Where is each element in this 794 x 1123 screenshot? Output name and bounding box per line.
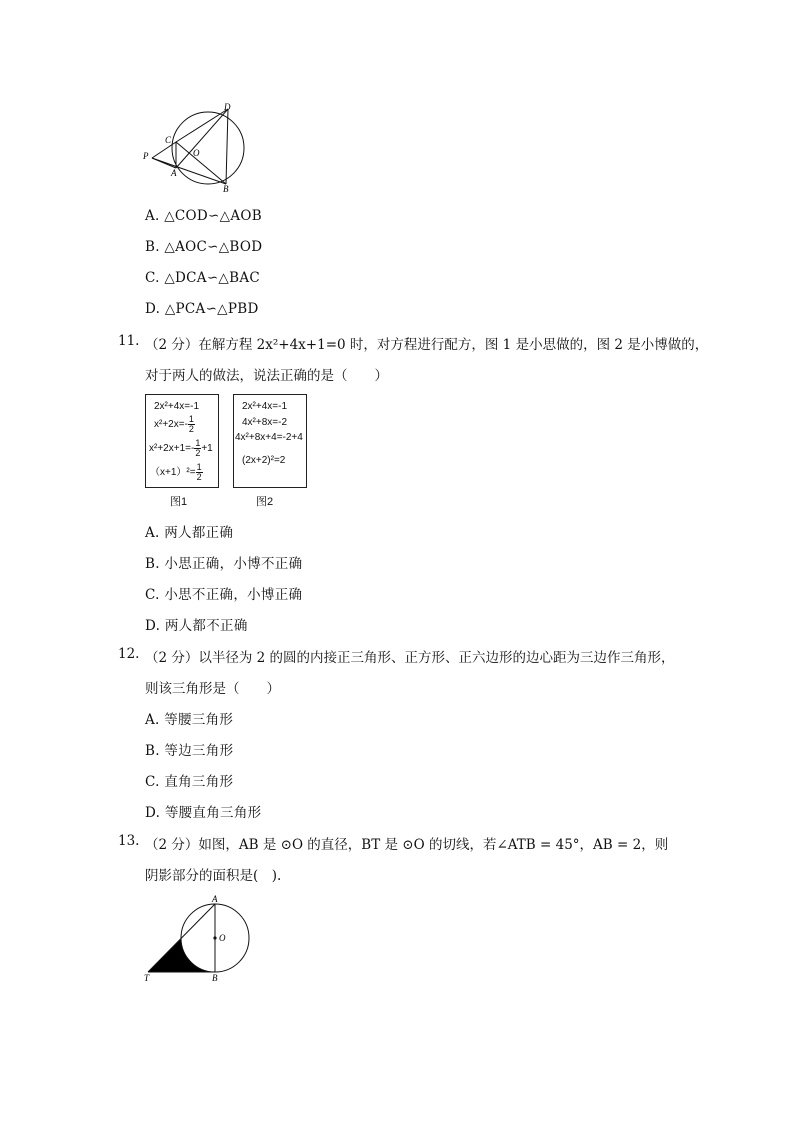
fraction-half: $\frac{1}{2}$ — [196, 462, 202, 482]
segment-pb — [152, 158, 226, 184]
label-a: A — [212, 894, 218, 904]
q13-number: 13. — [118, 833, 140, 849]
q12-number: 12. — [118, 646, 140, 662]
fig2-line-3: 4x²+8x+4=-2+4 — [235, 432, 303, 443]
fig1-line-2-text: x²+2x=- — [154, 419, 188, 431]
q10-option-d[interactable]: D. △PCA∽△PBD — [145, 301, 259, 317]
q11-figure-2-caption: 图2 — [256, 496, 274, 508]
q13-text-line1: （2 分）如图，AB 是 ⊙O 的直径，BT 是 ⊙O 的切线，若∠ATB = 45°，AB = 2，则 — [145, 837, 669, 853]
q12-option-b[interactable]: B. 等边三角形 — [145, 743, 234, 759]
q12-option-d[interactable]: D. 等腰直角三角形 — [145, 805, 262, 821]
label-b: B — [212, 973, 218, 983]
q12-text-line1: （2 分）以半径为 2 的圆的内接正三角形、正方形、正六边形的边心距为三边作三角形， — [145, 650, 675, 666]
label-o: O — [219, 933, 226, 943]
q13-tangent-figure — [140, 892, 255, 984]
q13-text-line2: 阴影部分的面积是( ). — [145, 868, 282, 884]
q11-option-d[interactable]: D. 两人都不正确 — [145, 618, 248, 634]
segment-cb — [176, 142, 226, 184]
q10-option-b[interactable]: B. △AOC∽△BOD — [145, 239, 263, 255]
fig1-line-4-text: （x+1）²= — [150, 467, 196, 479]
fig1-line-4 — [150, 463, 203, 482]
label-d: D — [224, 102, 231, 112]
fig2-line-4: (2x+2)²=2 — [242, 455, 286, 466]
q11-text-line2: 对于两人的做法，说法正确的是（ ） — [145, 368, 388, 384]
label-b: B — [223, 184, 229, 194]
segment-ad — [176, 109, 228, 168]
label-p: P — [143, 151, 149, 161]
label-a: A — [171, 168, 177, 178]
q11-figure-1 — [145, 394, 219, 488]
q11-option-b[interactable]: B. 小思正确，小博不正确 — [145, 556, 303, 572]
segment-db — [226, 109, 228, 184]
fig1-line-3-text: x²+2x+1=- — [149, 443, 195, 455]
q11-figure-2 — [233, 394, 307, 488]
fig2-line-2: 4x²+8x=-2 — [242, 417, 288, 428]
fraction-half: $\frac{1}{2}$ — [195, 438, 201, 458]
center-dot — [213, 936, 216, 939]
fig1-line-1: 2x²+4x=-1 — [154, 401, 200, 412]
q11-number: 11. — [118, 333, 140, 349]
fig2-line-1: 2x²+4x=-1 — [242, 401, 288, 412]
label-c: C — [165, 135, 172, 145]
label-o: O — [193, 148, 200, 158]
fig1-line-3 — [149, 439, 213, 458]
fig1-line-2 — [154, 415, 195, 434]
q12-text-line2: 则该三角形是（ ） — [145, 681, 280, 697]
q10-option-c[interactable]: C. △DCA∽△BAC — [145, 270, 261, 286]
q11-figure-1-caption: 图1 — [170, 496, 188, 508]
fraction-half: $\frac{1}{2}$ — [188, 414, 194, 434]
q11-option-c[interactable]: C. 小思不正确，小博正确 — [145, 587, 303, 603]
q10-circle-figure — [140, 100, 260, 195]
fig1-line-3-tail: +1 — [201, 443, 213, 455]
q10-option-a[interactable]: A. △COD∽△AOB — [145, 208, 262, 224]
label-t: T — [144, 973, 150, 983]
q11-option-a[interactable]: A. 两人都正确 — [145, 525, 234, 541]
q12-option-a[interactable]: A. 等腰三角形 — [145, 712, 234, 728]
segment-cd — [176, 109, 228, 142]
q11-text-line1: （2 分）在解方程 2x²+4x+1=0 时，对方程进行配方，图 1 是小思做的，图 2 是小博做的， — [145, 337, 709, 353]
q12-option-c[interactable]: C. 直角三角形 — [145, 774, 234, 790]
